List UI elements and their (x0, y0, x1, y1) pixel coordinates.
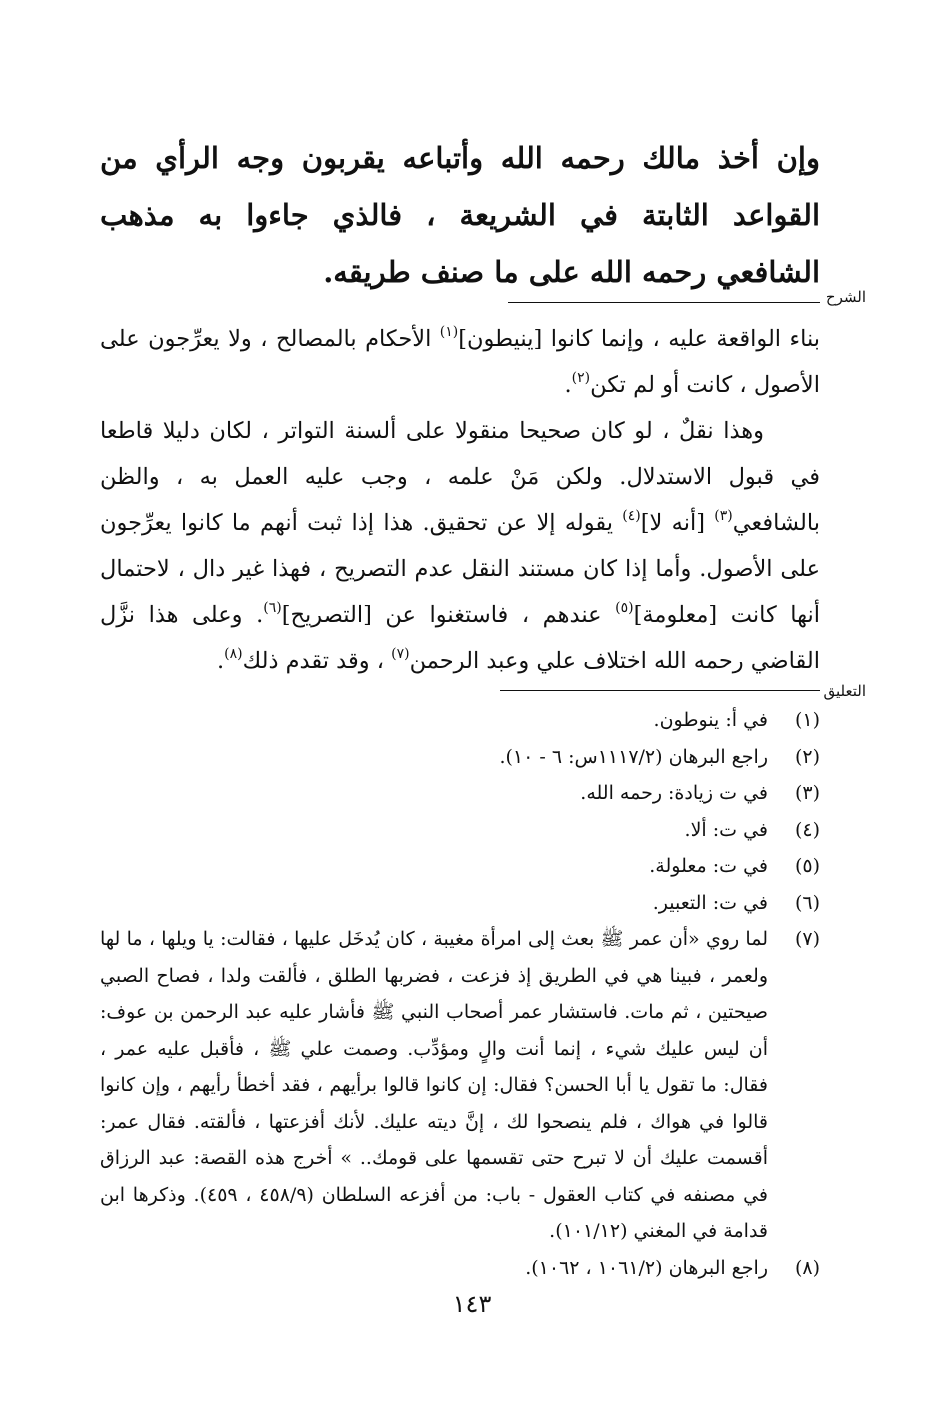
footnote-ref[interactable]: (١) (439, 324, 459, 340)
footnote-item (100, 775, 820, 812)
footnote-item (100, 739, 820, 776)
footnote-item (100, 921, 820, 1250)
footnote-number: (٢) (794, 745, 820, 768)
commentary-block (100, 316, 820, 684)
footnote-number: (٧) (794, 928, 820, 950)
footnote-text: في أ: ينوطون. (653, 709, 768, 731)
footnote-number: (٥) (794, 855, 820, 877)
footnote-ref[interactable]: (٢) (571, 370, 591, 386)
footnote-text: راجع البرهان (١٠٦١/٢ ، ١٠٦٢). (525, 1256, 768, 1279)
commentary-label: الشرح (825, 288, 866, 306)
footnote-ref[interactable]: (٨) (224, 646, 243, 662)
footnote-ref[interactable]: (٥) (615, 600, 634, 616)
footnote-ref[interactable]: (٧) (391, 646, 410, 662)
footnote-text: في ت زيادة: رحمه الله. (580, 782, 768, 804)
footnote-text: لما روي «أن عمر ﷺ بعث إلى امرأة مغيبة ، كان يُدخَل عليها ، فقالت: يا ويلها ، ما لها ولعمر ، فبينا هي في الطريق إذ فزعت ، فضربها الطلق ، فألقت ولدا ، فصاح الصبي صيحتين ، ثم مات. فاستشار عمر أصحاب النبي ﷺ فأشار عليه عبد الرحمن بن عوف: أن ليس عليك شيء ، إنما أنت والٍ ومؤدِّب. وصمت علي ﷺ ، فأقبل عليه عمر ، فقال: ما تقول يا أبا الحسن؟ فقال: إن كانوا قالوا برأيهم ، فقد أخطأ رأيهم ، وإن كانوا قالوا في هواك ، فلم ينصحوا لك ، إنَّ ديته عليك. لأنك أفزعتها ، فألقته. فقال عمر: أقسمت عليك أن لا تبرح حتى تقسمها على قومك.. » أخرج هذه القصة: عبد الرزاق في مصنفه في كتاب العقول - باب: من أفزعه السلطان (٤٥٨/٩ ، ٤٥٩). وذكرها ابن قدامة في المغني (١٠١/١٢). (100, 928, 769, 1242)
commentary-paragraph-1: بناء الواقعة عليه ، وإنما كانوا [ينيطون]$^{(١)}$ الأحكام بالمصالح ، ولا يعرِّجون على الأصول ، كانت أو لم تكن$^{(٢)}$. (100, 324, 820, 398)
footnote-text: في ت: معلولة. (649, 855, 768, 877)
commentary-divider (508, 302, 820, 303)
main-text-block (100, 130, 820, 301)
footnote-ref[interactable]: (٣) (714, 508, 733, 524)
main-text-paragraph: وإن أخذ مالك رحمه الله وأتباعه يقربون وجه الرأي من القواعد الثابتة في الشريعة ، فالذي جاءوا به مذهب الشافعي رحمه الله على ما صنف طريقه. (100, 141, 820, 289)
notes-divider (500, 690, 820, 691)
footnote-number: (١) (794, 709, 820, 731)
footnote-ref[interactable]: (٤) (622, 508, 641, 524)
footnotes-list (100, 702, 820, 1286)
footnote-item (100, 1250, 820, 1287)
footnote-number: (٦) (794, 891, 820, 914)
footnote-text: في ت: التعبير. (652, 891, 768, 914)
footnote-text: في ت: ألا. (684, 818, 768, 841)
footnote-number: (٨) (794, 1256, 820, 1279)
footnote-number: (٤) (794, 818, 820, 841)
footnote-number: (٣) (794, 782, 820, 804)
footnote-text: راجع البرهان (١١١٧/٢س: ٦ - ١٠). (499, 745, 768, 768)
footnote-item (100, 885, 820, 922)
notes-label: التعليق (823, 682, 866, 700)
footnote-item (100, 702, 820, 739)
footnote-item (100, 812, 820, 849)
commentary-paragraph-2: وهذا نقلٌ ، لو كان صحيحا منقولا على ألسنة التواتر ، لكان دليلا قاطعا في قبول الاستدلال. ولكن مَنْ علمه ، وجب عليه العمل به ، والظن بالشافعي$^{(٣)}$ [أنه لا]$^{(٤)}$ يقوله إلا عن تحقيق. هذا إذا ثبت أنهم ما كانوا يعرِّجون على الأصول. وأما إذا كان مستند النقل عدم التصريح ، فهذا غير دال ، لاحتمال أنها كانت [معلومة]$^{(٥)}$ عندهم ، فاستغنوا عن [التصريح]$^{(٦)}$. وعلى هذا نزَّل القاضي رحمه الله اختلاف علي وعبد الرحمن$^{(٧)}$ ، وقد تقدم ذلك$^{(٨)}$. (100, 418, 820, 674)
page-number: ١٤٣ (452, 1290, 492, 1318)
footnote-item (100, 848, 820, 885)
footnote-ref[interactable]: (٦) (263, 600, 282, 616)
